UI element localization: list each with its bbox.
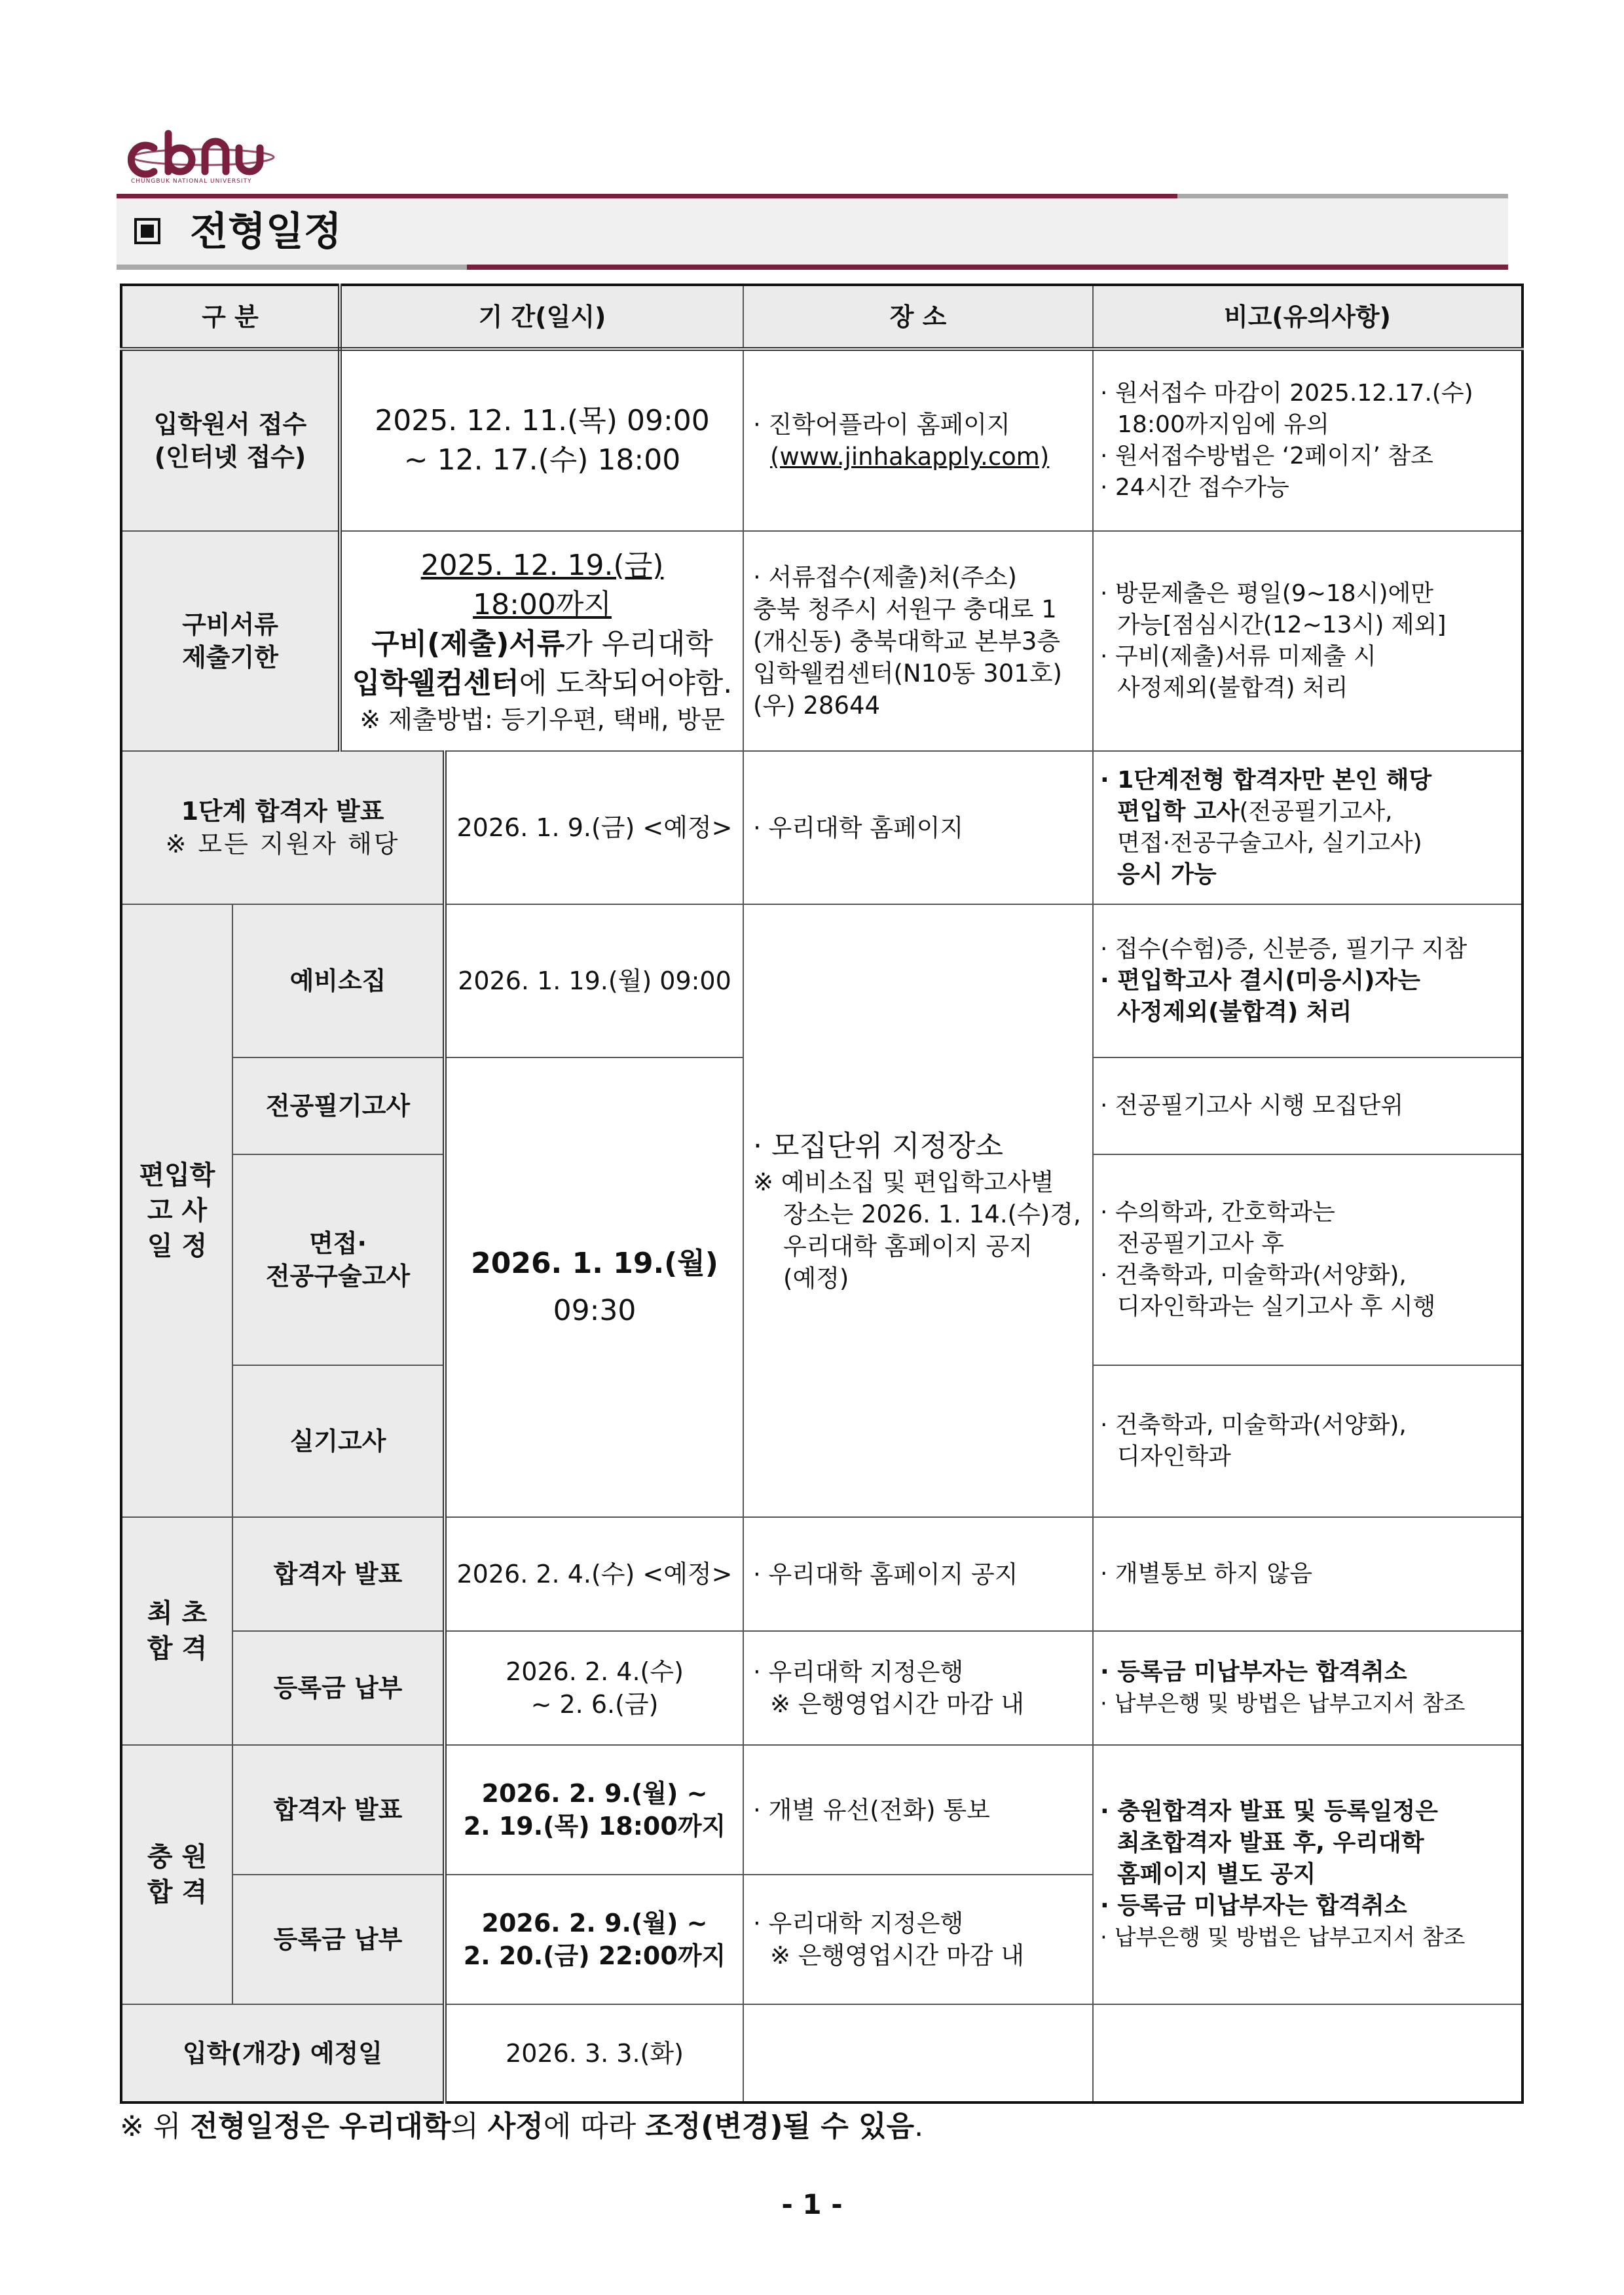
final-announce-label: 합격자 발표 [232, 1517, 445, 1631]
header-place: 장 소 [743, 285, 1093, 349]
schedule-table [120, 284, 1524, 2104]
final-announce-place: · 우리대학 홈페이지 공지 [743, 1517, 1093, 1631]
table-row-entrance [121, 2004, 1522, 2102]
heading-square-icon [134, 218, 160, 244]
documents-notes: · 방문제출은 평일(9~18시)에만 가능[점심시간(12~13시) 제외] · 구비(제출)서류 미제출 시 사정제외(불합격) 처리 [1093, 531, 1522, 751]
additional-group-label: 충 원 합 격 [121, 1745, 232, 2004]
header-period: 기 간(일시) [340, 285, 743, 349]
additional-announce-date: 2026. 2. 9.(월) ~ 2. 19.(목) 18:00까지 [445, 1745, 743, 1875]
entrance-date: 2026. 3. 3.(화) [445, 2004, 743, 2102]
table-row-stage1 [121, 751, 1522, 904]
page-number: - 1 - [781, 2188, 843, 2220]
exam-written-label: 전공필기고사 [232, 1057, 445, 1154]
table-row-final-announce [121, 1517, 1522, 1631]
final-payment-notes: · 등록금 미납부자는 합격취소 · 납부은행 및 방법은 납부고지서 참조 [1093, 1631, 1522, 1745]
table-header-row [121, 285, 1522, 349]
table-row-final-payment [121, 1631, 1522, 1745]
additional-notes: · 충원합격자 발표 및 등록일정은 최초합격자 발표 후, 우리대학 홈페이지 별도 공지 · 등록금 미납부자는 합격취소 · 납부은행 및 방법은 납부고지서 참조 [1093, 1745, 1522, 2004]
entrance-place [743, 2004, 1093, 2102]
additional-announce-label: 합격자 발표 [232, 1745, 445, 1875]
documents-place: · 서류접수(제출)처(주소) 충북 청주시 서원구 충대로 1 (개신동) 충북대학교 본부3층 입학웰컴센터(N10동 301호) (우) 28644 [743, 531, 1093, 751]
footnote: ※ 위 전형일정은 우리대학의 사정에 따라 조정(변경)될 수 있음. [120, 2110, 924, 2143]
jinhakapply-link[interactable]: (www.jinhakapply.com) [770, 443, 1050, 471]
application-label: 입학원서 접수 (인터넷 접수) [121, 349, 340, 531]
exam-written-notes: · 전공필기고사 시행 모집단위 [1093, 1057, 1522, 1154]
entrance-notes [1093, 2004, 1522, 2102]
header-bottom-bar [467, 265, 1508, 270]
stage1-notes: · 1단계전형 합격자만 본인 해당 편입학 고사(전공필기고사, 면접·전공구술고사, 실기고사) 응시 가능 [1093, 751, 1522, 904]
exam-prelim-notes: · 접수(수험)증, 신분증, 필기구 지참 · 편입학고사 결시(미응시)자는 사정제외(불합격) 처리 [1093, 904, 1522, 1057]
application-date: 2025. 12. 11.(목) 09:00 ~ 12. 17.(수) 18:00 [340, 349, 743, 531]
exam-interview-label: 면접·전공구술고사 [232, 1154, 445, 1365]
exam-place: · 모집단위 지정장소 ※ 예비소집 및 편입학고사별 장소는 2026. 1. 14.(수)경, 우리대학 홈페이지 공지(예정) [743, 904, 1093, 1517]
documents-date: 2025. 12. 19.(금) 18:00까지 구비(제출)서류가 우리대학 입학웰컴센터에 도착되어야함. ※ 제출방법: 등기우편, 택배, 방문 [340, 531, 743, 751]
documents-label: 구비서류 제출기한 [121, 531, 340, 751]
final-payment-label: 등록금 납부 [232, 1631, 445, 1745]
exam-group-label: 편입학 고 사 일 정 [121, 904, 232, 1517]
exam-prelim-label: 예비소집 [232, 904, 445, 1057]
exam-practical-notes: · 건축학과, 미술학과(서양화), 디자인학과 [1093, 1365, 1522, 1517]
exam-interview-notes: · 수의학과, 간호학과는 전공필기고사 후 · 건축학과, 미술학과(서양화), 디자인학과는 실기고사 후 시행 [1093, 1154, 1522, 1365]
table-row-application [121, 349, 1522, 531]
table-row-exam-prelim [121, 904, 1522, 1057]
application-place: · 진학어플라이 홈페이지 (www.jinhakapply.com) [743, 349, 1093, 531]
final-announce-notes: · 개별통보 하지 않음 [1093, 1517, 1522, 1631]
exam-prelim-date: 2026. 1. 19.(월) 09:00 [445, 904, 743, 1057]
application-notes: · 원서접수 마감이 2025.12.17.(수) 18:00까지임에 유의 · 원서접수방법은 ‘2페이지’ 참조 · 24시간 접수가능 [1093, 349, 1522, 531]
additional-payment-place: · 우리대학 지정은행 ※ 은행영업시간 마감 내 [743, 1875, 1093, 2004]
header-top-bar-grey [1177, 194, 1508, 198]
additional-announce-place: · 개별 유선(전화) 통보 [743, 1745, 1093, 1875]
cbnu-wordmark-icon [128, 128, 278, 181]
university-name-text: CHUNGBUK NATIONAL UNIVERSITY [131, 178, 252, 185]
exam-practical-label: 실기고사 [232, 1365, 445, 1517]
header-category: 구 분 [121, 285, 340, 349]
exam-main-date: 2026. 1. 19.(월) 09:30 [445, 1057, 743, 1517]
additional-payment-label: 등록금 납부 [232, 1875, 445, 2004]
final-group-label: 최 초 합 격 [121, 1517, 232, 1745]
header-bottom-bar-grey [117, 265, 467, 270]
stage1-place: · 우리대학 홈페이지 [743, 751, 1093, 904]
header-remarks: 비고(유의사항) [1093, 285, 1522, 349]
page-title: 전형일정 [190, 209, 342, 255]
additional-payment-date: 2026. 2. 9.(월) ~ 2. 20.(금) 22:00까지 [445, 1875, 743, 2004]
final-payment-date: 2026. 2. 4.(수) ~ 2. 6.(금) [445, 1631, 743, 1745]
stage1-date: 2026. 1. 9.(금) <예정> [445, 751, 743, 904]
stage1-label: 1단계 합격자 발표 ※ 모든 지원자 해당 [121, 751, 445, 904]
table-row-additional-announce [121, 1745, 1522, 1875]
table-row-documents [121, 531, 1522, 751]
final-announce-date: 2026. 2. 4.(수) <예정> [445, 1517, 743, 1631]
entrance-label: 입학(개강) 예정일 [121, 2004, 445, 2102]
header-top-bar [117, 194, 1177, 198]
final-payment-place: · 우리대학 지정은행 ※ 은행영업시간 마감 내 [743, 1631, 1093, 1745]
